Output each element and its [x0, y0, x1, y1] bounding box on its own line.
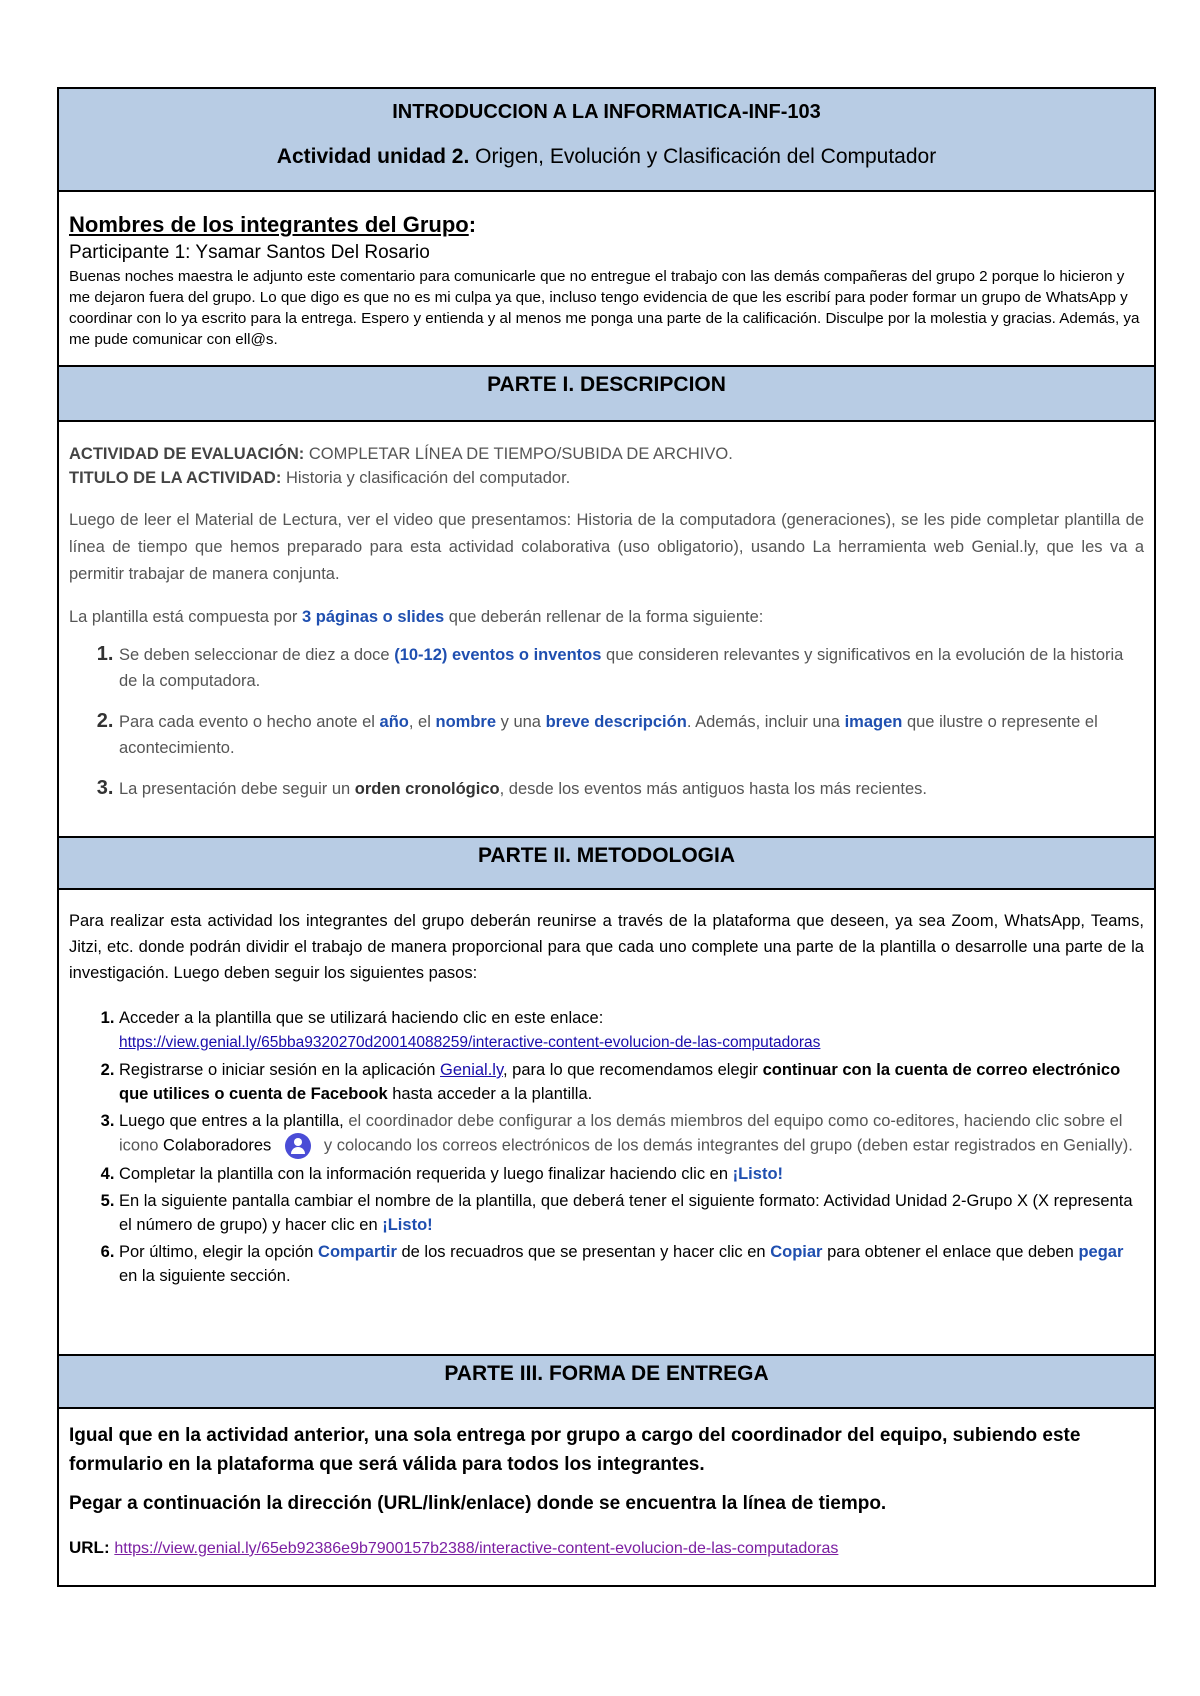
list-item: 2. Para cada evento o hecho anote el año, el nombre y una breve descripción. Además, incluir una imagen que ilustre o represente el acontecimiento.	[119, 708, 1144, 761]
plantilla-line: La plantilla está compuesta por 3 páginas o slides que deberán rellenar de la forma siguiente:	[69, 608, 764, 626]
parte2-steps	[69, 1006, 1144, 1288]
parte1-section	[59, 422, 1154, 838]
parte1-band	[59, 367, 1154, 422]
step-item: 5. En la siguiente pantalla cambiar el nombre de la plantilla, que deberá tener el siguiente formato: Actividad Unidad 2-Grupo X (X representa el número de grupo) y hacer clic en ¡Listo!	[119, 1189, 1144, 1237]
step-item: 4. Completar la plantilla con la información requerida y luego finalizar haciendo clic en ¡Listo!	[119, 1162, 1144, 1186]
template-link[interactable]: https://view.genial.ly/65bba9320270d20014088259/interactive-content-evolucion-de-las-computadoras	[119, 1034, 821, 1051]
url-line	[69, 1533, 1144, 1563]
members-title: Nombres de los integrantes del Grupo:	[69, 212, 477, 237]
step-item: 6. Por último, elegir la opción Compartir de los recuadros que se presentan y hacer clic en Copiar para obtener el enlace que deben pegar en la siguiente sección.	[119, 1240, 1144, 1288]
list-item: 1. Se deben seleccionar de diez a doce (10-12) eventos o inventos que consideren relevantes y significativos en la evolución de la historia de la computadora.	[119, 641, 1144, 694]
header-band	[59, 89, 1154, 192]
step-item: 3. Luego que entres a la plantilla, el coordinador debe configurar a los demás miembros del equipo como co-editores, haciendo clic sobre el icono Colaboradores y colocando los correos electrónicos de los demás integrantes del grupo (deben estar registrados en Genially).	[119, 1109, 1144, 1159]
parte1-title: PARTE I. DESCRIPCION	[487, 373, 726, 396]
parte3-band	[59, 1356, 1154, 1409]
entrega-paragraph: Igual que en la actividad anterior, una sola entrega por grupo a cargo del coordinador del equipo, subiendo este formulario en la plataforma que será válida para todos los integrantes.	[69, 1425, 1081, 1475]
entrega-instruction: Pegar a continuación la dirección (URL/link/enlace) donde se encuentra la línea de tiempo.	[69, 1493, 887, 1514]
parte3-title: PARTE III. FORMA DE ENTREGA	[444, 1362, 769, 1385]
step-item: 1. Acceder a la plantilla que se utilizará haciendo clic en este enlace: https://view.genial.ly/65bba9320270d20014088259/interactive-content-evolucion-de-las-computadoras	[119, 1006, 1144, 1055]
course-title: INTRODUCCION A LA INFORMATICA-INF-103	[392, 101, 821, 123]
participant-1: Participante 1: Ysamar Santos Del Rosario	[69, 242, 430, 263]
parte3-section	[59, 1409, 1154, 1585]
url-label: URL:	[69, 1538, 110, 1557]
participant-comment: Buenas noches maestra le adjunto este comentario para comunicarle que no entregue el trabajo con las demás compañeras del grupo 2 porque lo hicieron y me dejaron fuera del grupo. Lo que digo es que no es mi culpa ya que, incluso tengo evidencia de que les escribí para poder formar un grupo de WhatsApp y coordinar con lo ya escrito para la entrega. Espero y entienda y al menos me ponga una parte de la calificación. Disculpe por la molestia y gracias. Además, ya me pude comunicar con ell@s.	[69, 268, 1140, 348]
titulo-line: TITULO DE LA ACTIVIDAD: Historia y clasificación del computador.	[69, 469, 571, 487]
submission-url-link[interactable]: https://view.genial.ly/65eb92386e9b7900157b2388/interactive-content-evolucion-de-las-computadoras	[114, 1540, 839, 1557]
parte1-list	[69, 641, 1144, 802]
genially-link[interactable]: Genial.ly	[440, 1061, 503, 1079]
activity-form	[57, 87, 1156, 1587]
parte2-intro: Para realizar esta actividad los integrantes del grupo deberán reunirse a través de la plataforma que deseen, ya sea Zoom, WhatsApp, Teams, Jitzi, etc. donde podrán dividir el trabajo de manera proporcional para que cada uno complete una parte de la plantilla o desarrolle una parte de la investigación. Luego deben seguir los siguientes pasos:	[69, 912, 1144, 982]
parte2-band	[59, 838, 1154, 890]
parte1-intro: Luego de leer el Material de Lectura, ver el video que presentamos: Historia de la computadora (generaciones), se les pide completar plantilla de línea de tiempo que hemos preparado para esta actividad colaborativa (uso obligatorio), usando La herramienta web Genial.ly, que les va a permitir trabajar de manera conjunta.	[69, 511, 1144, 583]
list-item: 3. La presentación debe seguir un orden cronológico, desde los eventos más antiguos hasta los más recientes.	[119, 775, 1144, 802]
members-section	[59, 192, 1154, 367]
activity-title	[59, 140, 1154, 174]
activity-label: Actividad unidad 2.	[276, 145, 470, 168]
parte2-title: PARTE II. METODOLOGIA	[477, 844, 736, 867]
activity-name: Origen, Evolución y Clasificación del Computador	[475, 145, 937, 168]
user-circle-icon	[285, 1133, 311, 1159]
parte2-section	[59, 890, 1154, 1356]
step-item: 2. Registrarse o iniciar sesión en la aplicación Genial.ly, para lo que recomendamos elegir continuar con la cuenta de correo electrónico que utilices o cuenta de Facebook hasta acceder a la plantilla.	[119, 1058, 1144, 1106]
eval-line: ACTIVIDAD DE EVALUACIÓN: COMPLETAR LÍNEA DE TIEMPO/SUBIDA DE ARCHIVO.	[69, 445, 733, 463]
